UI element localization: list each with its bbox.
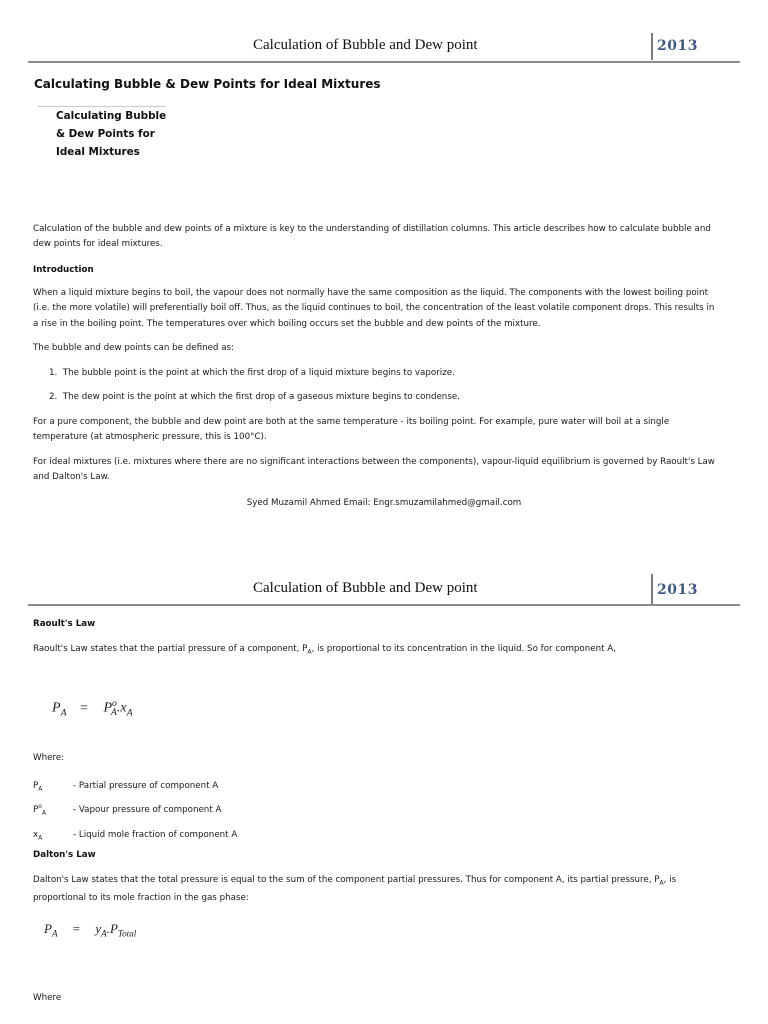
dalton-heading: Dalton's Law [33,850,96,860]
page2-header-rule [28,604,740,606]
definition-symbol: $P^o_A$ [33,803,47,817]
toc-box [56,107,166,161]
text-line: When a liquid mixture begins to boil, the vapour does not normally have the same composition as the liquid. The components with the lowest boiling point [33,288,708,298]
eq-superscript: o [112,698,117,709]
list-number: 2. [49,392,58,402]
author-footer: Syed Muzamil Ahmed Email: Engr.smuzamilahmed@gmail.com [246,498,522,508]
eq-term: .x [116,700,127,716]
page1-header-title: Calculation of Bubble and Dew point [253,37,478,53]
eq-term: P [44,921,52,936]
where-label: Where [33,993,62,1003]
introduction-heading: Introduction [33,265,94,275]
pure-component-paragraph [33,415,743,446]
page1-header-divider [651,33,653,60]
text-line: Dalton's Law states that the total pressure is equal to the sum of the component partial pressures. Thus for component A, its partial pressure, $P_A$, is [33,875,677,887]
text-run: Raoult's Law states that the partial pressure of a component, P [33,644,308,654]
definition-symbol: $x_A$ [33,829,43,842]
dalton-equation [44,921,136,939]
eq-subscript: Total [117,928,137,939]
eq-subscript: A [60,707,67,719]
subscript: A [307,648,312,656]
definition-text: - Liquid mole fraction of component A [73,829,238,840]
definition-text: - Partial pressure of component A [73,780,219,791]
eq-subscript: A [110,707,117,719]
raoult-heading: Raoult's Law [33,619,96,629]
intro-paragraph [33,222,743,253]
eq-equals: = [72,921,81,936]
list-item [49,366,455,381]
page2-header-title: Calculation of Bubble and Dew point [253,580,478,596]
where-label: Where: [33,753,65,763]
eq-subscript: A [51,928,58,939]
eq-subscript: A [101,928,107,939]
raoult-paragraph [33,642,743,660]
eq-term: y [95,921,102,936]
definition-symbol: $P_A$ [33,780,43,793]
raoult-equation [52,698,133,718]
list-item [49,390,460,405]
definition-text: - Vapour pressure of component A [73,804,222,815]
text-line: a rise in the boiling point. The temperatures over which boiling occurs set the bubble and dew points of the mixture. [33,318,541,329]
definition-row [33,824,237,846]
page-heading: Calculating Bubble & Dew Points for Ideal Mixtures [34,77,381,91]
eq-term: .P [106,921,118,936]
eq-term: P [103,700,113,716]
text-line: temperature (at atmospheric pressure, this is 100°C). [33,432,267,443]
page1-header-rule [28,61,740,63]
toc-line: & Dew Points for [56,128,155,140]
text-line: For a pure component, the bubble and dew point are both at the same temperature - its boiling point. For example, pure water will boil at a single [33,417,670,427]
text-line: (i.e. the more volatile) will preferentially boil off. Thus, as the liquid continues to boil, the concentration of the least volatile component drops. This results in [33,303,715,314]
text-run: , is proportional to its concentration in the liquid. So for component A, [311,644,616,654]
boiling-paragraph [33,286,743,332]
list-text: The dew point is the point at which the first drop of a gaseous mixture begins to condense. [62,392,460,402]
page2-header-year: 2013 [657,582,698,598]
page1-header-year: 2013 [657,38,698,54]
text-line: and Dalton's Law. [33,472,110,483]
definition-row [33,799,221,821]
text-line: dew points for ideal mixtures. [33,239,163,250]
ideal-mixtures-paragraph [33,455,743,486]
dalton-paragraph [33,873,743,907]
toc-line: Ideal Mixtures [56,146,140,158]
defined-as-text: The bubble and dew points can be defined as: [33,343,234,353]
eq-equals: = [80,700,88,716]
list-text: The bubble point is the point at which the first drop of a liquid mixture begins to vaporize. [62,368,455,378]
eq-subscript: A [126,707,133,719]
toc-line: Calculating Bubble [56,110,167,122]
list-number: 1. [49,368,58,378]
definition-row [33,775,218,797]
page2-header-divider [651,574,653,604]
text-line: Calculation of the bubble and dew points of a mixture is key to the understanding of distillation columns. This article describes how to calculate bubble and [33,224,711,234]
eq-term: P [52,700,61,716]
text-line: For ideal mixtures (i.e. mixtures where there are no significant interactions between the components), vapour-liquid equilibrium is governed by Raoult's Law [33,457,715,467]
text-line: proportional to its mole fraction in the gas phase: [33,893,249,904]
